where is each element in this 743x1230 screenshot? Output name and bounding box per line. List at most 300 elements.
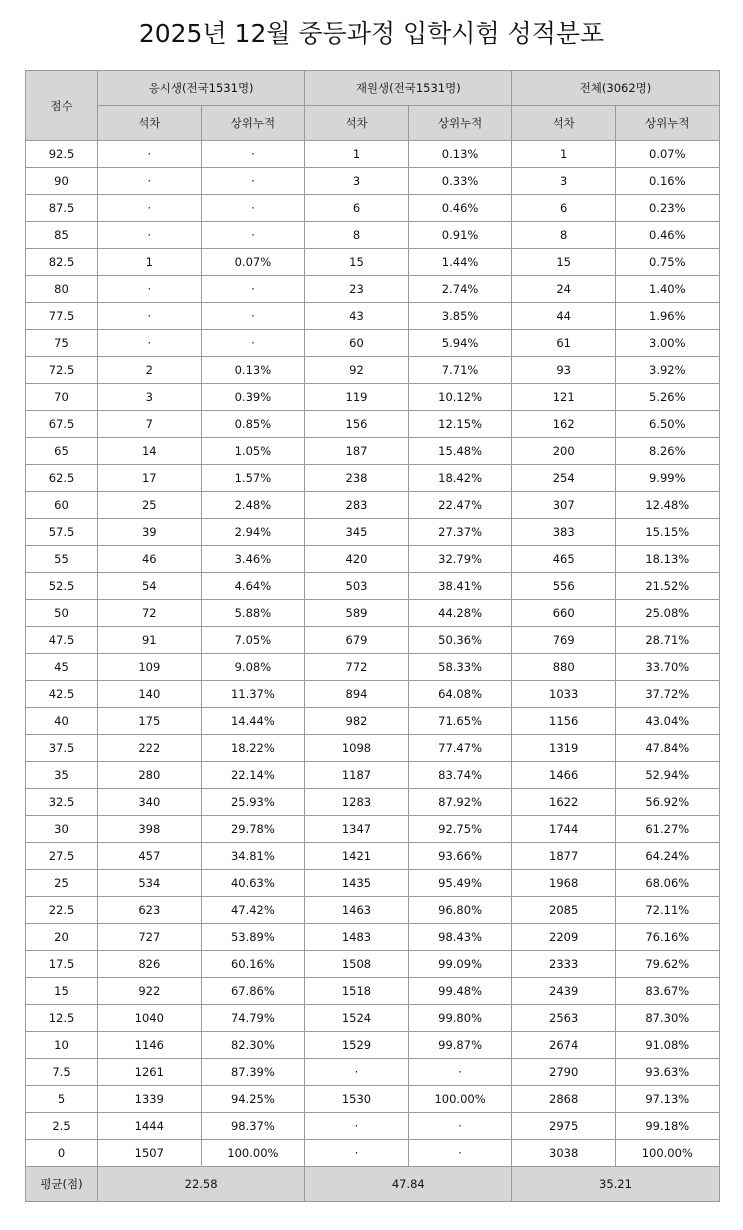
table-row — [26, 627, 720, 654]
enrolled-rank-cell: · — [305, 1113, 409, 1140]
enrolled-cumulative-cell: 10.12% — [408, 384, 512, 411]
applicant-rank-cell: 7 — [98, 411, 202, 438]
applicant-cumulative-cell: 0.39% — [201, 384, 305, 411]
applicant-cumulative-cell: 2.94% — [201, 519, 305, 546]
total-rank-cell: 383 — [512, 519, 616, 546]
applicant-cumulative-cell: · — [201, 276, 305, 303]
enrolled-cumulative-cell: 38.41% — [408, 573, 512, 600]
score-cell: 85 — [26, 222, 98, 249]
enrolled-cumulative-cell: 99.09% — [408, 951, 512, 978]
page-title: 2025년 12월 중등과정 입학시험 성적분포 — [138, 19, 605, 48]
total-rank-cell: 8 — [512, 222, 616, 249]
enrolled-cumulative-cell: 99.87% — [408, 1032, 512, 1059]
enrolled-rank-cell: 1530 — [305, 1086, 409, 1113]
table-row — [26, 276, 720, 303]
applicant-cumulative-cell: · — [201, 222, 305, 249]
enrolled-cumulative-cell: 64.08% — [408, 681, 512, 708]
enrolled-cumulative-cell: 7.71% — [408, 357, 512, 384]
applicant-rank-cell: · — [98, 195, 202, 222]
applicant-cumulative-cell: 5.88% — [201, 600, 305, 627]
total-rank-cell: 307 — [512, 492, 616, 519]
enrolled-rank-cell: · — [305, 1140, 409, 1167]
applicant-cumulative-cell: 1.57% — [201, 465, 305, 492]
applicant-rank-cell: · — [98, 276, 202, 303]
applicant-cumulative-cell: 67.86% — [201, 978, 305, 1005]
total-cumulative-cell: 18.13% — [615, 546, 719, 573]
enrolled-cumulative-cell: 99.48% — [408, 978, 512, 1005]
applicant-rank-cell: 1146 — [98, 1032, 202, 1059]
total-cumulative-cell: 33.70% — [615, 654, 719, 681]
score-cell: 5 — [26, 1086, 98, 1113]
applicant-cumulative-cell: 7.05% — [201, 627, 305, 654]
total-cumulative-cell: 91.08% — [615, 1032, 719, 1059]
table-row — [26, 519, 720, 546]
score-cell: 25 — [26, 870, 98, 897]
total-rank-cell: 2790 — [512, 1059, 616, 1086]
applicant-rank-cell: 534 — [98, 870, 202, 897]
applicant-cumulative-cell: 87.39% — [201, 1059, 305, 1086]
table-row — [26, 762, 720, 789]
total-cumulative-cell: 0.07% — [615, 141, 719, 168]
enrolled-rank-cell: 679 — [305, 627, 409, 654]
applicant-cumulative-cell: 100.00% — [201, 1140, 305, 1167]
applicant-cumulative-cell: 0.07% — [201, 249, 305, 276]
applicant-rank-cell: 1040 — [98, 1005, 202, 1032]
header-group-enrolled: 재원생(전국1531명) — [305, 71, 512, 106]
table-row — [26, 708, 720, 735]
average-applicants: 22.58 — [98, 1167, 305, 1202]
total-cumulative-cell: 43.04% — [615, 708, 719, 735]
enrolled-cumulative-cell: 22.47% — [408, 492, 512, 519]
average-total: 35.21 — [512, 1167, 719, 1202]
applicant-rank-cell: 91 — [98, 627, 202, 654]
applicant-cumulative-cell: 34.81% — [201, 843, 305, 870]
header-row-groups — [26, 71, 720, 106]
total-cumulative-cell: 8.26% — [615, 438, 719, 465]
total-cumulative-cell: 76.16% — [615, 924, 719, 951]
score-cell: 57.5 — [26, 519, 98, 546]
enrolled-rank-cell: 894 — [305, 681, 409, 708]
score-cell: 77.5 — [26, 303, 98, 330]
enrolled-rank-cell: 345 — [305, 519, 409, 546]
score-cell: 82.5 — [26, 249, 98, 276]
total-rank-cell: 1968 — [512, 870, 616, 897]
table-row — [26, 924, 720, 951]
table-row — [26, 222, 720, 249]
table-row — [26, 573, 720, 600]
applicant-rank-cell: 54 — [98, 573, 202, 600]
header-rank: 석차 — [305, 106, 409, 141]
total-rank-cell: 1033 — [512, 681, 616, 708]
score-cell: 15 — [26, 978, 98, 1005]
table-row — [26, 843, 720, 870]
applicant-rank-cell: 826 — [98, 951, 202, 978]
score-cell: 42.5 — [26, 681, 98, 708]
average-row — [26, 1167, 720, 1202]
score-cell: 20 — [26, 924, 98, 951]
enrolled-rank-cell: 43 — [305, 303, 409, 330]
total-cumulative-cell: 5.26% — [615, 384, 719, 411]
total-rank-cell: 465 — [512, 546, 616, 573]
table-row — [26, 600, 720, 627]
enrolled-cumulative-cell: 2.74% — [408, 276, 512, 303]
applicant-cumulative-cell: 0.85% — [201, 411, 305, 438]
enrolled-rank-cell: 589 — [305, 600, 409, 627]
enrolled-cumulative-cell: 0.33% — [408, 168, 512, 195]
table-row — [26, 870, 720, 897]
total-rank-cell: 1 — [512, 141, 616, 168]
applicant-cumulative-cell: 74.79% — [201, 1005, 305, 1032]
enrolled-rank-cell: 3 — [305, 168, 409, 195]
enrolled-rank-cell: 1524 — [305, 1005, 409, 1032]
enrolled-rank-cell: 1421 — [305, 843, 409, 870]
total-cumulative-cell: 0.75% — [615, 249, 719, 276]
enrolled-rank-cell: 1463 — [305, 897, 409, 924]
table-row — [26, 384, 720, 411]
enrolled-cumulative-cell: 32.79% — [408, 546, 512, 573]
enrolled-rank-cell: 187 — [305, 438, 409, 465]
score-cell: 47.5 — [26, 627, 98, 654]
applicant-rank-cell: 922 — [98, 978, 202, 1005]
table-row — [26, 681, 720, 708]
header-rank: 석차 — [512, 106, 616, 141]
applicant-rank-cell: 46 — [98, 546, 202, 573]
enrolled-rank-cell: 15 — [305, 249, 409, 276]
applicant-cumulative-cell: 0.13% — [201, 357, 305, 384]
score-cell: 37.5 — [26, 735, 98, 762]
applicant-cumulative-cell: · — [201, 195, 305, 222]
enrolled-cumulative-cell: 5.94% — [408, 330, 512, 357]
table-row — [26, 465, 720, 492]
applicant-rank-cell: 25 — [98, 492, 202, 519]
enrolled-cumulative-cell: 87.92% — [408, 789, 512, 816]
enrolled-cumulative-cell: 83.74% — [408, 762, 512, 789]
score-cell: 10 — [26, 1032, 98, 1059]
applicant-rank-cell: 340 — [98, 789, 202, 816]
applicant-cumulative-cell: 3.46% — [201, 546, 305, 573]
enrolled-cumulative-cell: 0.91% — [408, 222, 512, 249]
applicant-rank-cell: · — [98, 303, 202, 330]
total-rank-cell: 660 — [512, 600, 616, 627]
applicant-rank-cell: 2 — [98, 357, 202, 384]
table-row — [26, 357, 720, 384]
enrolled-cumulative-cell: 15.48% — [408, 438, 512, 465]
enrolled-rank-cell: 1508 — [305, 951, 409, 978]
applicant-cumulative-cell: 25.93% — [201, 789, 305, 816]
total-cumulative-cell: 21.52% — [615, 573, 719, 600]
applicant-cumulative-cell: · — [201, 330, 305, 357]
total-rank-cell: 1877 — [512, 843, 616, 870]
applicant-cumulative-cell: 40.63% — [201, 870, 305, 897]
enrolled-cumulative-cell: 50.36% — [408, 627, 512, 654]
average-label: 평균(점) — [26, 1167, 98, 1202]
total-rank-cell: 61 — [512, 330, 616, 357]
total-rank-cell: 121 — [512, 384, 616, 411]
enrolled-rank-cell: 119 — [305, 384, 409, 411]
applicant-rank-cell: 222 — [98, 735, 202, 762]
table-row — [26, 546, 720, 573]
table-row — [26, 735, 720, 762]
total-rank-cell: 3038 — [512, 1140, 616, 1167]
average-enrolled: 47.84 — [305, 1167, 512, 1202]
applicant-rank-cell: 1 — [98, 249, 202, 276]
total-cumulative-cell: 37.72% — [615, 681, 719, 708]
header-group-total: 전체(3062명) — [512, 71, 719, 106]
header-rank: 석차 — [98, 106, 202, 141]
total-cumulative-cell: 100.00% — [615, 1140, 719, 1167]
total-cumulative-cell: 83.67% — [615, 978, 719, 1005]
table-row — [26, 978, 720, 1005]
total-rank-cell: 162 — [512, 411, 616, 438]
table-row — [26, 303, 720, 330]
applicant-cumulative-cell: 94.25% — [201, 1086, 305, 1113]
applicant-rank-cell: · — [98, 168, 202, 195]
enrolled-cumulative-cell: 1.44% — [408, 249, 512, 276]
applicant-cumulative-cell: · — [201, 303, 305, 330]
total-cumulative-cell: 93.63% — [615, 1059, 719, 1086]
score-cell: 0 — [26, 1140, 98, 1167]
header-cumulative: 상위누적 — [408, 106, 512, 141]
enrolled-cumulative-cell: 58.33% — [408, 654, 512, 681]
total-cumulative-cell: 79.62% — [615, 951, 719, 978]
applicant-cumulative-cell: 1.05% — [201, 438, 305, 465]
table-row — [26, 1140, 720, 1167]
total-rank-cell: 93 — [512, 357, 616, 384]
header-cumulative: 상위누적 — [201, 106, 305, 141]
enrolled-rank-cell: 1347 — [305, 816, 409, 843]
header-cumulative: 상위누적 — [615, 106, 719, 141]
total-cumulative-cell: 28.71% — [615, 627, 719, 654]
score-cell: 7.5 — [26, 1059, 98, 1086]
applicant-rank-cell: 1444 — [98, 1113, 202, 1140]
total-rank-cell: 2563 — [512, 1005, 616, 1032]
applicant-rank-cell: 623 — [98, 897, 202, 924]
score-cell: 70 — [26, 384, 98, 411]
score-cell: 45 — [26, 654, 98, 681]
score-cell: 75 — [26, 330, 98, 357]
table-body — [26, 141, 720, 1167]
score-cell: 72.5 — [26, 357, 98, 384]
score-cell: 62.5 — [26, 465, 98, 492]
score-cell: 90 — [26, 168, 98, 195]
score-distribution-table — [25, 70, 720, 1202]
total-cumulative-cell: 47.84% — [615, 735, 719, 762]
total-rank-cell: 15 — [512, 249, 616, 276]
enrolled-rank-cell: 1529 — [305, 1032, 409, 1059]
applicant-rank-cell: 39 — [98, 519, 202, 546]
score-cell: 30 — [26, 816, 98, 843]
enrolled-cumulative-cell: 99.80% — [408, 1005, 512, 1032]
applicant-rank-cell: 727 — [98, 924, 202, 951]
applicant-cumulative-cell: 4.64% — [201, 573, 305, 600]
total-rank-cell: 769 — [512, 627, 616, 654]
applicant-rank-cell: · — [98, 141, 202, 168]
total-rank-cell: 44 — [512, 303, 616, 330]
total-cumulative-cell: 0.46% — [615, 222, 719, 249]
enrolled-cumulative-cell: 0.13% — [408, 141, 512, 168]
total-rank-cell: 2975 — [512, 1113, 616, 1140]
enrolled-cumulative-cell: 100.00% — [408, 1086, 512, 1113]
applicant-rank-cell: 109 — [98, 654, 202, 681]
total-rank-cell: 6 — [512, 195, 616, 222]
total-cumulative-cell: 61.27% — [615, 816, 719, 843]
applicant-rank-cell: 17 — [98, 465, 202, 492]
table-row — [26, 951, 720, 978]
applicant-cumulative-cell: 47.42% — [201, 897, 305, 924]
enrolled-cumulative-cell: 92.75% — [408, 816, 512, 843]
score-cell: 22.5 — [26, 897, 98, 924]
applicant-cumulative-cell: 82.30% — [201, 1032, 305, 1059]
header-row-subcolumns — [26, 106, 720, 141]
table-row — [26, 654, 720, 681]
applicant-cumulative-cell: 29.78% — [201, 816, 305, 843]
applicant-rank-cell: · — [98, 222, 202, 249]
enrolled-cumulative-cell: 3.85% — [408, 303, 512, 330]
total-rank-cell: 556 — [512, 573, 616, 600]
header-score: 점수 — [26, 71, 98, 141]
enrolled-rank-cell: 8 — [305, 222, 409, 249]
table-row — [26, 1113, 720, 1140]
score-cell: 65 — [26, 438, 98, 465]
total-cumulative-cell: 6.50% — [615, 411, 719, 438]
score-cell: 32.5 — [26, 789, 98, 816]
applicant-cumulative-cell: 53.89% — [201, 924, 305, 951]
applicant-rank-cell: 1261 — [98, 1059, 202, 1086]
applicant-cumulative-cell: 60.16% — [201, 951, 305, 978]
table-row — [26, 411, 720, 438]
enrolled-rank-cell: 23 — [305, 276, 409, 303]
applicant-rank-cell: 175 — [98, 708, 202, 735]
applicant-rank-cell: 457 — [98, 843, 202, 870]
table-row — [26, 330, 720, 357]
enrolled-rank-cell: 1283 — [305, 789, 409, 816]
enrolled-rank-cell: 238 — [305, 465, 409, 492]
enrolled-cumulative-cell: · — [408, 1113, 512, 1140]
total-rank-cell: 2333 — [512, 951, 616, 978]
applicant-cumulative-cell: 2.48% — [201, 492, 305, 519]
score-cell: 92.5 — [26, 141, 98, 168]
total-cumulative-cell: 68.06% — [615, 870, 719, 897]
score-cell: 27.5 — [26, 843, 98, 870]
enrolled-cumulative-cell: 93.66% — [408, 843, 512, 870]
total-cumulative-cell: 15.15% — [615, 519, 719, 546]
total-rank-cell: 1319 — [512, 735, 616, 762]
total-cumulative-cell: 3.00% — [615, 330, 719, 357]
total-cumulative-cell: 0.16% — [615, 168, 719, 195]
total-rank-cell: 24 — [512, 276, 616, 303]
total-cumulative-cell: 97.13% — [615, 1086, 719, 1113]
applicant-cumulative-cell: · — [201, 141, 305, 168]
table-row — [26, 1005, 720, 1032]
total-cumulative-cell: 25.08% — [615, 600, 719, 627]
table-row — [26, 492, 720, 519]
table-row — [26, 168, 720, 195]
applicant-rank-cell: 1339 — [98, 1086, 202, 1113]
enrolled-cumulative-cell: · — [408, 1059, 512, 1086]
total-rank-cell: 2674 — [512, 1032, 616, 1059]
total-cumulative-cell: 87.30% — [615, 1005, 719, 1032]
applicant-rank-cell: 140 — [98, 681, 202, 708]
applicant-rank-cell: 398 — [98, 816, 202, 843]
applicant-rank-cell: 3 — [98, 384, 202, 411]
enrolled-rank-cell: 772 — [305, 654, 409, 681]
enrolled-cumulative-cell: · — [408, 1140, 512, 1167]
enrolled-rank-cell: 503 — [305, 573, 409, 600]
applicant-rank-cell: 14 — [98, 438, 202, 465]
total-rank-cell: 1466 — [512, 762, 616, 789]
score-cell: 50 — [26, 600, 98, 627]
total-rank-cell: 1156 — [512, 708, 616, 735]
table-row — [26, 195, 720, 222]
applicant-rank-cell: 72 — [98, 600, 202, 627]
enrolled-cumulative-cell: 12.15% — [408, 411, 512, 438]
applicant-rank-cell: · — [98, 330, 202, 357]
table-row — [26, 1086, 720, 1113]
applicant-cumulative-cell: 14.44% — [201, 708, 305, 735]
table-row — [26, 1059, 720, 1086]
score-cell: 17.5 — [26, 951, 98, 978]
score-cell: 60 — [26, 492, 98, 519]
applicant-cumulative-cell: 22.14% — [201, 762, 305, 789]
score-cell: 52.5 — [26, 573, 98, 600]
applicant-cumulative-cell: 9.08% — [201, 654, 305, 681]
score-cell: 67.5 — [26, 411, 98, 438]
applicant-rank-cell: 1507 — [98, 1140, 202, 1167]
table-row — [26, 1032, 720, 1059]
enrolled-cumulative-cell: 0.46% — [408, 195, 512, 222]
enrolled-cumulative-cell: 96.80% — [408, 897, 512, 924]
table-row — [26, 141, 720, 168]
total-rank-cell: 2209 — [512, 924, 616, 951]
total-rank-cell: 200 — [512, 438, 616, 465]
enrolled-cumulative-cell: 95.49% — [408, 870, 512, 897]
enrolled-rank-cell: 92 — [305, 357, 409, 384]
enrolled-rank-cell: 1187 — [305, 762, 409, 789]
table-row — [26, 897, 720, 924]
enrolled-cumulative-cell: 18.42% — [408, 465, 512, 492]
total-cumulative-cell: 72.11% — [615, 897, 719, 924]
total-rank-cell: 1744 — [512, 816, 616, 843]
total-cumulative-cell: 12.48% — [615, 492, 719, 519]
score-cell: 2.5 — [26, 1113, 98, 1140]
table-row — [26, 789, 720, 816]
total-cumulative-cell: 1.40% — [615, 276, 719, 303]
enrolled-rank-cell: 982 — [305, 708, 409, 735]
total-rank-cell: 254 — [512, 465, 616, 492]
applicant-cumulative-cell: 11.37% — [201, 681, 305, 708]
table-row — [26, 816, 720, 843]
total-cumulative-cell: 64.24% — [615, 843, 719, 870]
enrolled-rank-cell: 60 — [305, 330, 409, 357]
applicant-cumulative-cell: · — [201, 168, 305, 195]
enrolled-rank-cell: 420 — [305, 546, 409, 573]
enrolled-rank-cell: · — [305, 1059, 409, 1086]
enrolled-rank-cell: 1435 — [305, 870, 409, 897]
total-rank-cell: 1622 — [512, 789, 616, 816]
total-cumulative-cell: 9.99% — [615, 465, 719, 492]
score-cell: 80 — [26, 276, 98, 303]
applicant-cumulative-cell: 18.22% — [201, 735, 305, 762]
total-cumulative-cell: 99.18% — [615, 1113, 719, 1140]
enrolled-rank-cell: 1 — [305, 141, 409, 168]
enrolled-rank-cell: 156 — [305, 411, 409, 438]
table-row — [26, 249, 720, 276]
score-cell: 12.5 — [26, 1005, 98, 1032]
enrolled-cumulative-cell: 77.47% — [408, 735, 512, 762]
total-rank-cell: 3 — [512, 168, 616, 195]
enrolled-cumulative-cell: 98.43% — [408, 924, 512, 951]
score-cell: 35 — [26, 762, 98, 789]
